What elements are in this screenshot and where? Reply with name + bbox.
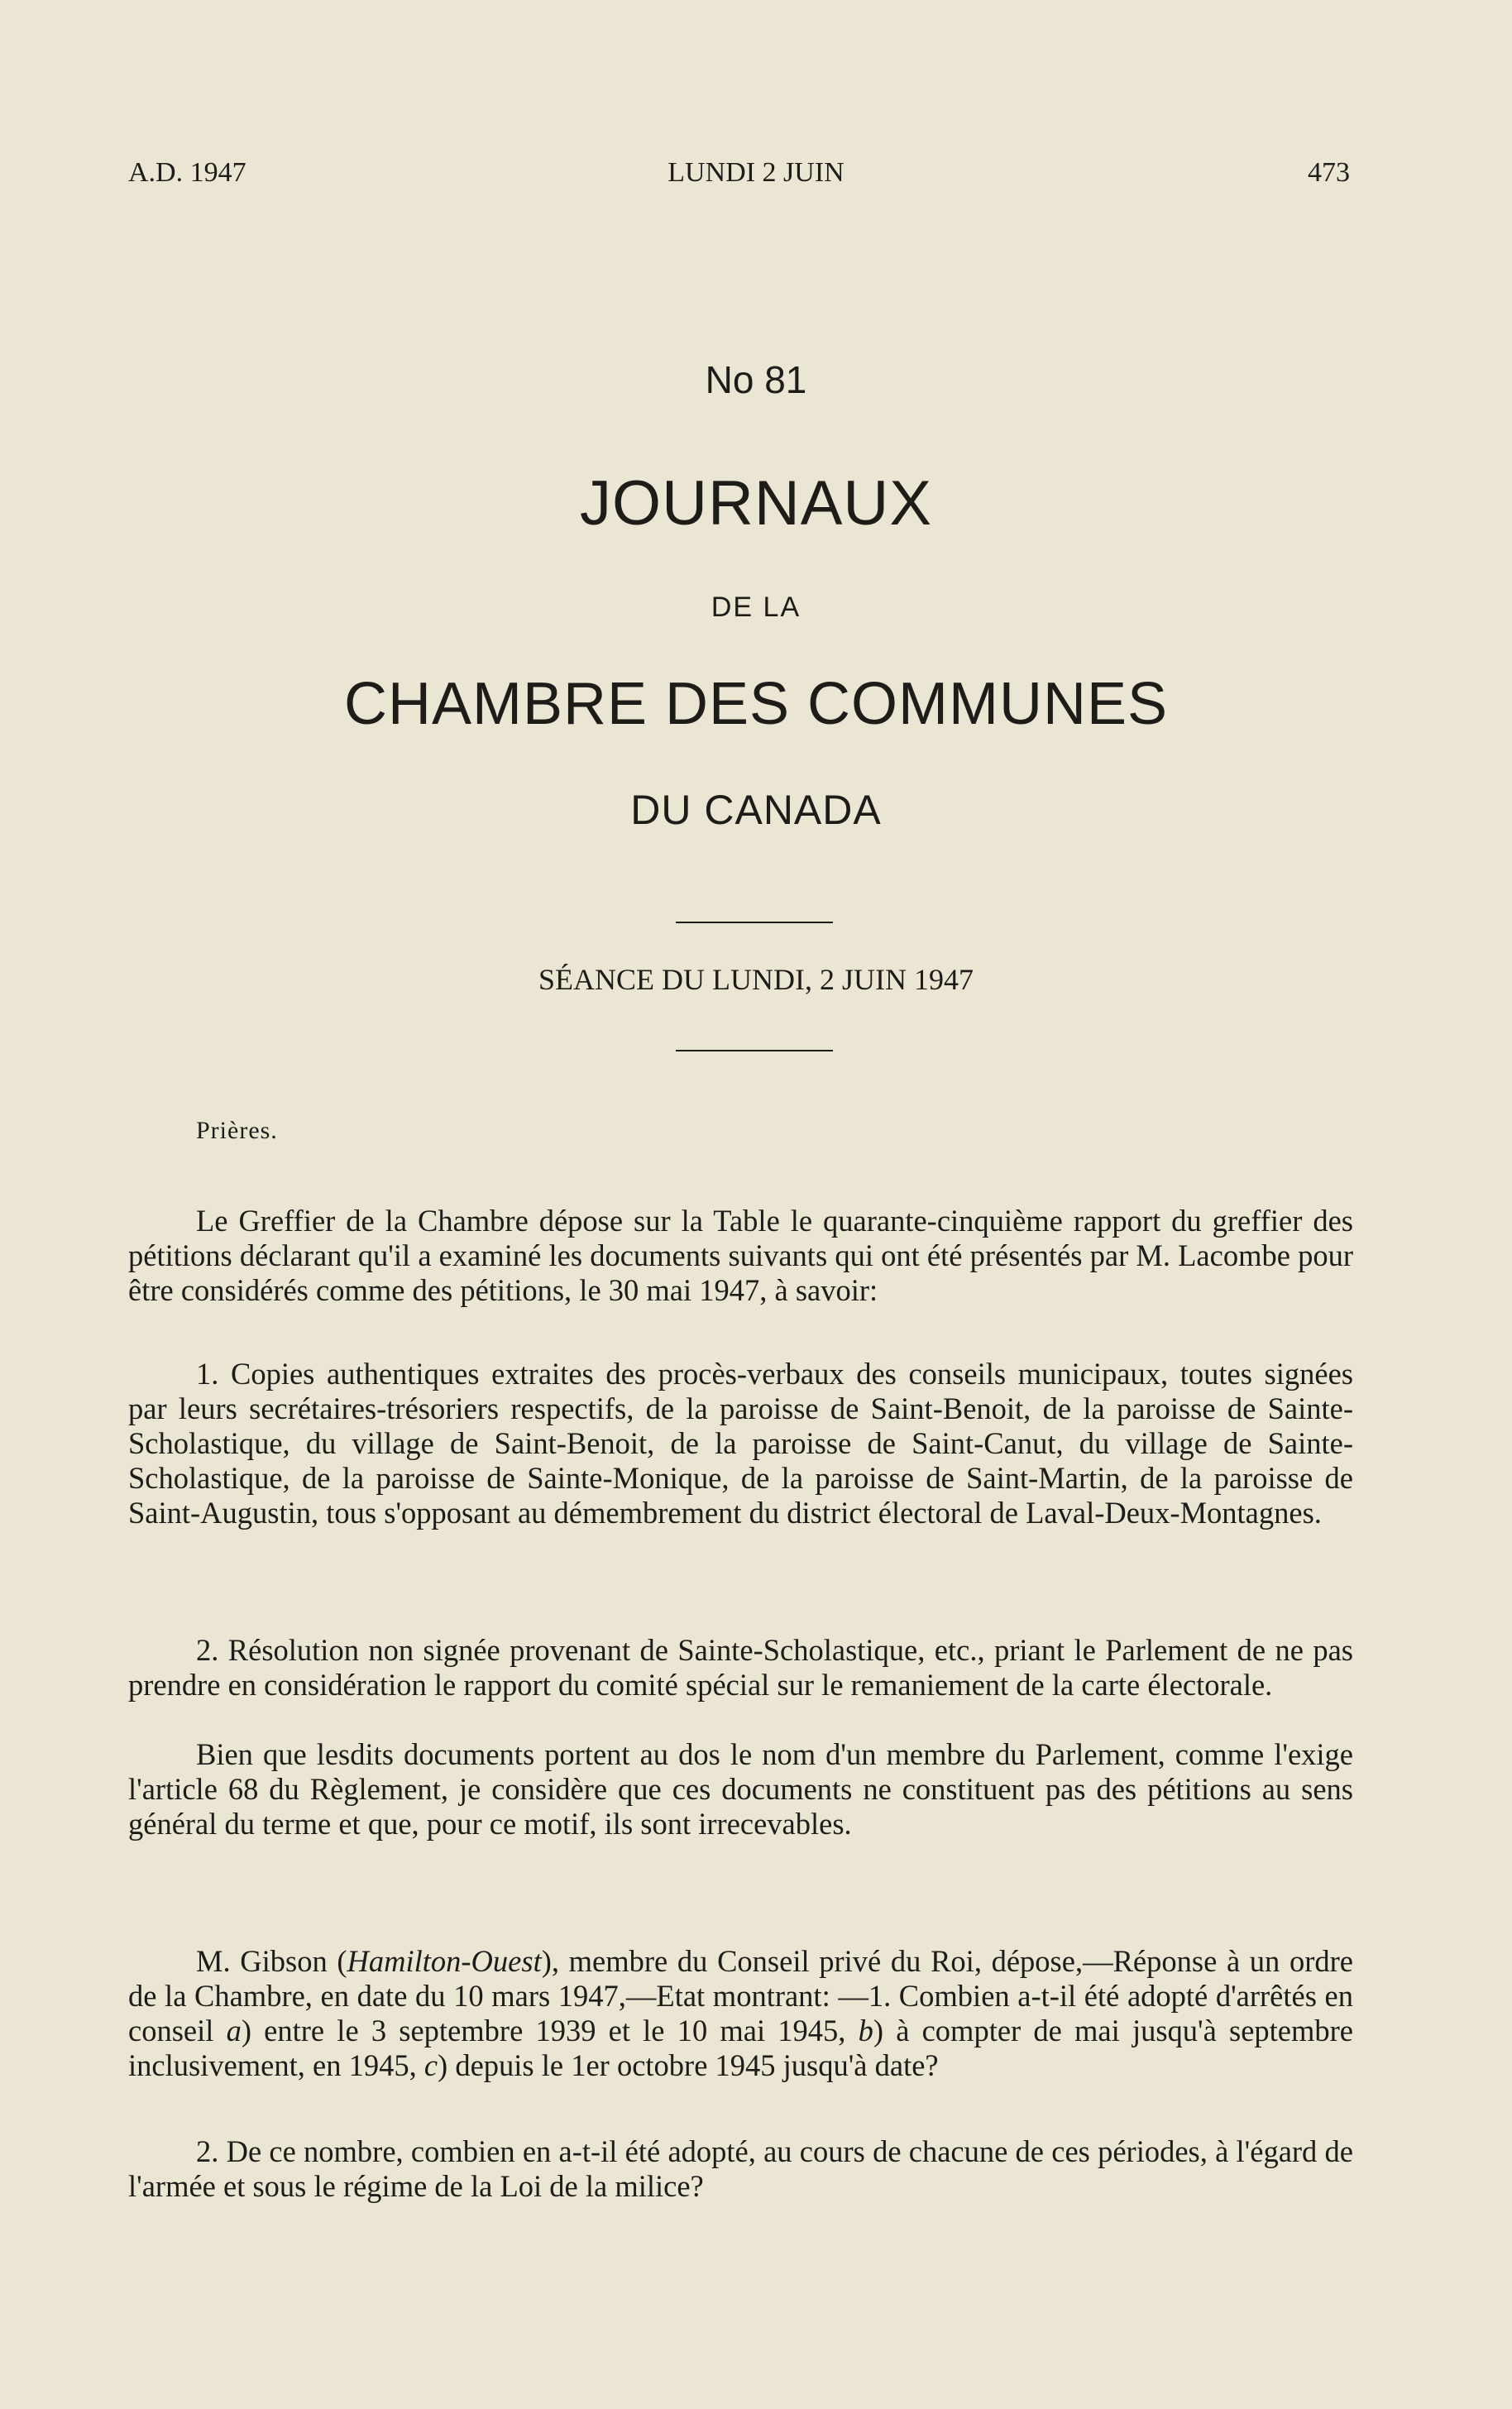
paragraph-text: 2. Résolution non signée provenant de Sainte-Scholastique, etc., priant le Parlement de ne pas prendre en considération le rapport du comité spécial sur le remaniement de la carte électorale. [128,1633,1353,1702]
text-segment: ) entre le 3 septembre 1939 et le 10 mai 1945, [241,2014,859,2047]
marker-b: b [858,2014,873,2047]
page-number: 473 [1308,157,1350,188]
paragraph-item-1 [128,1357,1353,1530]
marker-c: c [423,2048,438,2082]
paragraph-text: 1. Copies authentiques extraites des procès-verbaux des conseils municipaux, toutes signées par leurs secrétaires-trésoriers respectifs, de la paroisse de Saint-Benoit, de la paroisse de Sainte-Scholastique, du village de Saint-Benoit, de la paroisse de Saint-Canut, du village de Sainte-Scholastique, de la paroisse de Sainte-Monique, de la paroisse de Saint-Martin, de la paroisse de Saint-Augustin, tous s'opposant au démembrement du district électoral de Laval-Deux-Montagnes. [128,1357,1353,1530]
paragraph-ruling [128,1737,1353,1841]
text-segment: ) à compter de mai jusqu'à septembre inclusivement, en 1945, [128,2014,1353,2082]
running-head-year: A.D. 1947 [128,157,246,188]
title-journaux: JOURNAUX [579,468,933,539]
title-de-la: DE LA [711,591,801,623]
divider-bottom [676,1050,833,1051]
paragraph-greffier [128,1204,1353,1308]
prayers-heading: Prières. [196,1117,278,1144]
paragraph-text: Le Greffier de la Chambre dépose sur la Table le quarante-cinquième rapport du greffier des pétitions déclarant qu'il a examiné les documents suivants qui ont été présentés par M. Lacombe pour être considérés comme des pétitions, le 30 mai 1947, à savoir: [128,1204,1353,1307]
title-chambre: CHAMBRE DES COMMUNES [343,671,1169,737]
riding-name: Hamilton-Ouest [347,1944,542,1978]
divider-top [676,922,833,923]
paragraph-text: 2. De ce nombre, combien en a-t-il été adopté, au cours de chacune de ces périodes, à l'égard de l'armée et sous le régime de la Loi de la milice? [128,2134,1353,2203]
sitting-heading: SÉANCE DU LUNDI, 2 JUIN 1947 [538,963,974,996]
paragraph-text: Bien que lesdits documents portent au dos le nom d'un membre du Parlement, comme l'exige l'article 68 du Règlement, je considère que ces documents ne constituent pas des pétitions au sens général du terme et que, pour ce motif, ils sont irrecevables. [128,1737,1353,1841]
paragraph-question-2 [128,2134,1353,2204]
title-canada: DU CANADA [630,787,882,833]
text-segment: ) depuis le 1er octobre 1945 jusqu'à date? [438,2048,939,2082]
paragraph-item-2 [128,1633,1353,1703]
text-segment: ), membre du Conseil privé du Roi, dépose,—Réponse à un ordre de la Chambre, en date du 10 mars 1947,—Etat montrant: —1. Combien a-t-il été adopté d'arrêtés en conseil [128,1944,1353,2047]
marker-a: a [226,2014,242,2047]
running-head [0,157,1512,199]
paragraph-gibson [128,1944,1353,2083]
text-segment: M. Gibson ( [196,1944,347,1978]
running-head-date: LUNDI 2 JUIN [667,157,845,188]
paragraph-text [128,1944,1353,2083]
issue-number: No 81 [705,358,807,401]
